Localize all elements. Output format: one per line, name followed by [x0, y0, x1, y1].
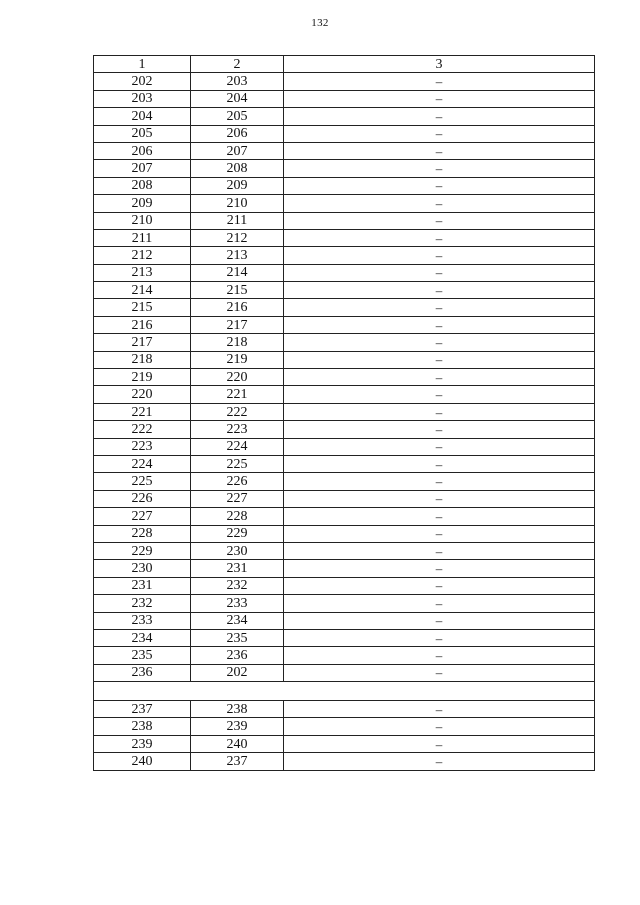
- table-cell-col-1: 221: [94, 403, 191, 420]
- table-cell-col-3: –: [284, 282, 595, 299]
- table-cell-col-3: –: [284, 455, 595, 472]
- table-row: [94, 212, 595, 229]
- table-cell-col-2: 231: [191, 560, 284, 577]
- table-row: [94, 718, 595, 735]
- table-cell-col-2: 206: [191, 125, 284, 142]
- table-row: [94, 438, 595, 455]
- table-cell-col-2: 224: [191, 438, 284, 455]
- table-cell-col-3: –: [284, 160, 595, 177]
- table-cell-col-2: 204: [191, 90, 284, 107]
- table-cell-col-1: 223: [94, 438, 191, 455]
- table-cell-col-3: –: [284, 560, 595, 577]
- table-cell-col-3: –: [284, 735, 595, 752]
- table-row: [94, 90, 595, 107]
- table-cell-col-3: –: [284, 386, 595, 403]
- table-cell-col-3: –: [284, 229, 595, 246]
- table-cell-col-1: 204: [94, 108, 191, 125]
- table-header-row: [94, 56, 595, 73]
- table-row: [94, 386, 595, 403]
- table-cell-col-1: 210: [94, 212, 191, 229]
- table-cell-col-1: 236: [94, 664, 191, 681]
- table-cell-col-3: –: [284, 108, 595, 125]
- table-cell-col-1: 212: [94, 247, 191, 264]
- table-row: [94, 629, 595, 646]
- table-cell-col-3: –: [284, 421, 595, 438]
- table-cell-col-2: 213: [191, 247, 284, 264]
- table-cell-col-3: –: [284, 664, 595, 681]
- table-cell-col-1: 232: [94, 595, 191, 612]
- table-row: [94, 229, 595, 246]
- table-row: [94, 542, 595, 559]
- table-cell-col-1: 205: [94, 125, 191, 142]
- table-cell-col-1: 228: [94, 525, 191, 542]
- table-cell-col-2: 211: [191, 212, 284, 229]
- table-cell-col-3: –: [284, 612, 595, 629]
- table-cell-col-3: –: [284, 595, 595, 612]
- table-cell-col-1: 214: [94, 282, 191, 299]
- table-row: [94, 664, 595, 681]
- table-cell-col-1: 206: [94, 142, 191, 159]
- table-row: [94, 195, 595, 212]
- table-cell-col-2: 222: [191, 403, 284, 420]
- table-cell-col-3: –: [284, 701, 595, 718]
- table-row: [94, 108, 595, 125]
- column-header-3: 3: [284, 56, 595, 73]
- table-cell-col-3: –: [284, 212, 595, 229]
- table-cell-col-2: 230: [191, 542, 284, 559]
- table-cell-col-1: 219: [94, 369, 191, 386]
- table-row: [94, 160, 595, 177]
- table-cell-col-2: 219: [191, 351, 284, 368]
- table-cell-col-3: –: [284, 718, 595, 735]
- table-cell-col-1: 207: [94, 160, 191, 177]
- table-cell-col-1: 240: [94, 753, 191, 770]
- column-header-1: 1: [94, 56, 191, 73]
- table-row: [94, 421, 595, 438]
- table-cell-col-1: 211: [94, 229, 191, 246]
- table-row: [94, 473, 595, 490]
- table-cell-col-3: –: [284, 438, 595, 455]
- table-row: [94, 560, 595, 577]
- table-row: [94, 264, 595, 281]
- table-cell-col-2: 238: [191, 701, 284, 718]
- table-row: [94, 247, 595, 264]
- table-cell-col-2: 236: [191, 647, 284, 664]
- table-cell-col-2: 217: [191, 316, 284, 333]
- table-row: [94, 73, 595, 90]
- table-cell-col-2: 202: [191, 664, 284, 681]
- table-row: [94, 316, 595, 333]
- table-cell-col-1: 235: [94, 647, 191, 664]
- table-cell-col-2: 220: [191, 369, 284, 386]
- table-row: [94, 753, 595, 770]
- table-row: [94, 525, 595, 542]
- separator-row: [94, 682, 595, 701]
- table-row: [94, 735, 595, 752]
- table-cell-col-3: –: [284, 142, 595, 159]
- table-row: [94, 595, 595, 612]
- table-cell-col-2: 207: [191, 142, 284, 159]
- table-cell-col-1: 233: [94, 612, 191, 629]
- table-cell-col-2: 229: [191, 525, 284, 542]
- table-cell-col-3: –: [284, 473, 595, 490]
- table-cell-col-3: –: [284, 647, 595, 664]
- table-cell-col-2: 239: [191, 718, 284, 735]
- table-row: [94, 490, 595, 507]
- table-cell-col-1: 227: [94, 508, 191, 525]
- table-body-group-1: [94, 73, 595, 682]
- table-row: [94, 351, 595, 368]
- table-cell-col-2: 205: [191, 108, 284, 125]
- table-row: [94, 282, 595, 299]
- table-cell-col-1: 238: [94, 718, 191, 735]
- column-header-2: 2: [191, 56, 284, 73]
- table-row: [94, 177, 595, 194]
- table-row: [94, 125, 595, 142]
- table-row: [94, 577, 595, 594]
- table-cell-col-2: 228: [191, 508, 284, 525]
- table-row: [94, 299, 595, 316]
- table-cell-col-3: –: [284, 73, 595, 90]
- table-row: [94, 508, 595, 525]
- separator-cell: [94, 682, 595, 701]
- table-cell-col-2: 215: [191, 282, 284, 299]
- table-cell-col-1: 224: [94, 455, 191, 472]
- table-body-group-2: [94, 701, 595, 771]
- table-cell-col-3: –: [284, 577, 595, 594]
- table-cell-col-2: 209: [191, 177, 284, 194]
- table-cell-col-2: 225: [191, 455, 284, 472]
- table-cell-col-3: –: [284, 525, 595, 542]
- table-cell-col-2: 203: [191, 73, 284, 90]
- table-cell-col-2: 234: [191, 612, 284, 629]
- table-cell-col-1: 237: [94, 701, 191, 718]
- table-row: [94, 369, 595, 386]
- table-row: [94, 334, 595, 351]
- table-cell-col-2: 232: [191, 577, 284, 594]
- table-cell-col-1: 231: [94, 577, 191, 594]
- table-cell-col-2: 212: [191, 229, 284, 246]
- table-separator: [94, 682, 595, 701]
- table-cell-col-2: 226: [191, 473, 284, 490]
- table-cell-col-3: –: [284, 508, 595, 525]
- data-table: [93, 55, 595, 771]
- table-row: [94, 612, 595, 629]
- table-row: [94, 701, 595, 718]
- table-cell-col-3: –: [284, 264, 595, 281]
- table-cell-col-1: 225: [94, 473, 191, 490]
- table-cell-col-2: 233: [191, 595, 284, 612]
- table-cell-col-2: 235: [191, 629, 284, 646]
- table-cell-col-3: –: [284, 316, 595, 333]
- table-cell-col-3: –: [284, 753, 595, 770]
- table-cell-col-3: –: [284, 195, 595, 212]
- table-cell-col-1: 208: [94, 177, 191, 194]
- table-cell-col-2: 240: [191, 735, 284, 752]
- table-cell-col-1: 222: [94, 421, 191, 438]
- table-row: [94, 647, 595, 664]
- table-cell-col-3: –: [284, 90, 595, 107]
- table-cell-col-1: 239: [94, 735, 191, 752]
- table-cell-col-2: 208: [191, 160, 284, 177]
- table-cell-col-3: –: [284, 247, 595, 264]
- table-cell-col-1: 234: [94, 629, 191, 646]
- table-cell-col-3: –: [284, 177, 595, 194]
- table-cell-col-3: –: [284, 542, 595, 559]
- table-cell-col-1: 213: [94, 264, 191, 281]
- table-cell-col-1: 218: [94, 351, 191, 368]
- table-cell-col-3: –: [284, 369, 595, 386]
- table-row: [94, 455, 595, 472]
- table-cell-col-2: 214: [191, 264, 284, 281]
- table-cell-col-1: 209: [94, 195, 191, 212]
- table-cell-col-1: 229: [94, 542, 191, 559]
- table-cell-col-1: 230: [94, 560, 191, 577]
- table-cell-col-2: 227: [191, 490, 284, 507]
- table-cell-col-3: –: [284, 299, 595, 316]
- table-cell-col-1: 215: [94, 299, 191, 316]
- table-cell-col-3: –: [284, 334, 595, 351]
- table-cell-col-1: 226: [94, 490, 191, 507]
- page-number: 132: [311, 17, 329, 29]
- table-cell-col-2: 237: [191, 753, 284, 770]
- table-cell-col-3: –: [284, 403, 595, 420]
- table-cell-col-2: 216: [191, 299, 284, 316]
- table-row: [94, 142, 595, 159]
- table-cell-col-3: –: [284, 351, 595, 368]
- table-cell-col-1: 202: [94, 73, 191, 90]
- table-cell-col-3: –: [284, 490, 595, 507]
- table-cell-col-1: 203: [94, 90, 191, 107]
- table-cell-col-2: 210: [191, 195, 284, 212]
- table-cell-col-2: 218: [191, 334, 284, 351]
- table-cell-col-2: 223: [191, 421, 284, 438]
- table-cell-col-2: 221: [191, 386, 284, 403]
- table-cell-col-3: –: [284, 125, 595, 142]
- table-cell-col-1: 216: [94, 316, 191, 333]
- table-row: [94, 403, 595, 420]
- table-cell-col-1: 220: [94, 386, 191, 403]
- table-cell-col-1: 217: [94, 334, 191, 351]
- table-cell-col-3: –: [284, 629, 595, 646]
